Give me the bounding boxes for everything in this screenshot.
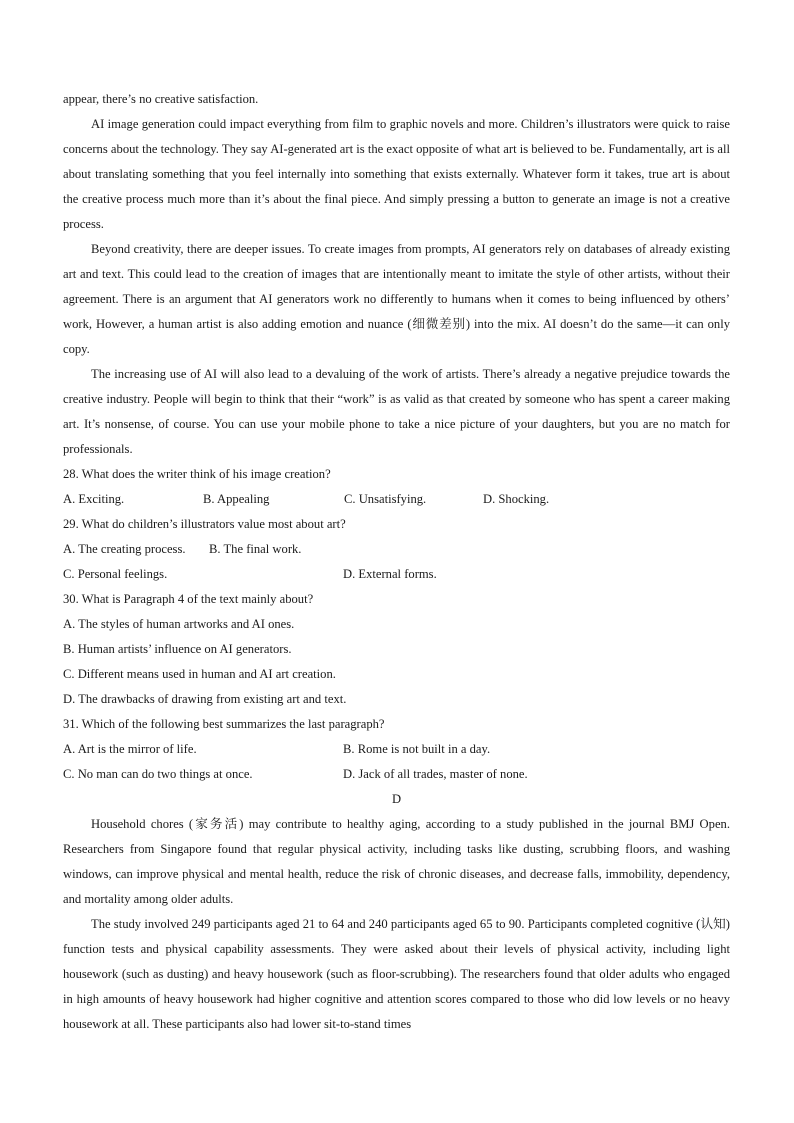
passage-d-paragraph-1: Household chores (家务活) may contribute to healthy aging, according to a study published in the journal BMJ Open. Researchers from Singapore found that regular physical activity, including tasks like dusting, scrubbing floors, and washing windows, can improve physical and mental health, reduce the risk of chronic diseases, and decrease falls, immobility, dependency, and mortality among older adults.	[63, 817, 730, 906]
question-30-stem: 30. What is Paragraph 4 of the text mainly about?	[63, 592, 314, 606]
option-c: C. Personal feelings.	[63, 567, 168, 581]
passage-c-tail: appear, there’s no creative satisfaction.	[63, 92, 259, 106]
option-b: B. Human artists’ influence on AI generators.	[63, 642, 292, 656]
question-31-stem: 31. Which of the following best summarizes the last paragraph?	[63, 717, 385, 731]
option-b: B. Appealing	[203, 492, 270, 506]
question-29-options-row-1	[63, 537, 730, 562]
question-31-options-row-2	[63, 762, 730, 787]
option-c: C. No man can do two things at once.	[63, 767, 253, 781]
passage-c-paragraph-3: AI image generation could impact everything from film to graphic novels and more. Children’s illustrators were quick to raise concerns about the technology. They say AI-generated art is the exact opposite of what art is believed to be. Fundamentally, art is all about translating something that you feel internally into something that exists externally. Whatever form it takes, true art is about the creative process much more than it’s about the final piece. And simply pressing a button to generate an image is not a creative process.	[63, 117, 730, 231]
exam-page	[63, 87, 730, 1037]
option-a: A. Exciting.	[63, 492, 125, 506]
question-31-options-row-1	[63, 737, 730, 762]
option-a: A. Art is the mirror of life.	[63, 742, 197, 756]
question-29-stem: 29. What do children’s illustrators value most about art?	[63, 517, 346, 531]
option-b: B. Rome is not built in a day.	[343, 742, 491, 756]
passage-c-paragraph-4: Beyond creativity, there are deeper issues. To create images from prompts, AI generators rely on databases of already existing art and text. This could lead to the creation of images that are intentionally meant to imitate the style of other artists, without their agreement. There is an argument that AI generators work no differently to humans when it comes to being influenced by others’ work, However, a human artist is also adding emotion and nuance (细微差别) into the mix. AI doesn’t do the same—it can only copy.	[63, 242, 730, 356]
option-c: C. Different means used in human and AI art creation.	[63, 667, 336, 681]
question-28-stem: 28. What does the writer think of his image creation?	[63, 467, 331, 481]
option-a: A. The styles of human artworks and AI ones.	[63, 617, 295, 631]
option-c: C. Unsatisfying.	[344, 492, 427, 506]
question-28-options	[63, 487, 730, 512]
option-d: D. External forms.	[343, 567, 437, 581]
option-a: A. The creating process.	[63, 542, 186, 556]
passage-c-paragraph-5: The increasing use of AI will also lead to a devaluing of the work of artists. There’s already a negative prejudice towards the creative industry. People will begin to think that their “work” is as valid as that created by someone who has spent a career making art. It’s nonsense, of course. You can use your mobile phone to take a nice picture of your daughters, but you are no match for professionals.	[63, 367, 730, 456]
option-d: D. Jack of all trades, master of none.	[343, 767, 528, 781]
option-d: D. Shocking.	[483, 492, 550, 506]
passage-d-paragraph-2: The study involved 249 participants aged 21 to 64 and 240 participants aged 65 to 90. Participants completed cognitive (认知) function tests and physical capability assessments. They were asked about their levels of physical activity, including light housework (such as dusting) and heavy housework (such as floor-scrubbing). The researchers found that older adults who engaged in high amounts of heavy housework had higher cognitive and attention scores compared to those who did low levels or no heavy housework at all. These participants also had lower sit-to-stand times	[63, 917, 730, 1031]
question-29-options-row-2	[63, 562, 730, 587]
option-b: B. The final work.	[209, 542, 302, 556]
passage-d-heading: D	[391, 792, 402, 806]
option-d: D. The drawbacks of drawing from existing art and text.	[63, 692, 347, 706]
